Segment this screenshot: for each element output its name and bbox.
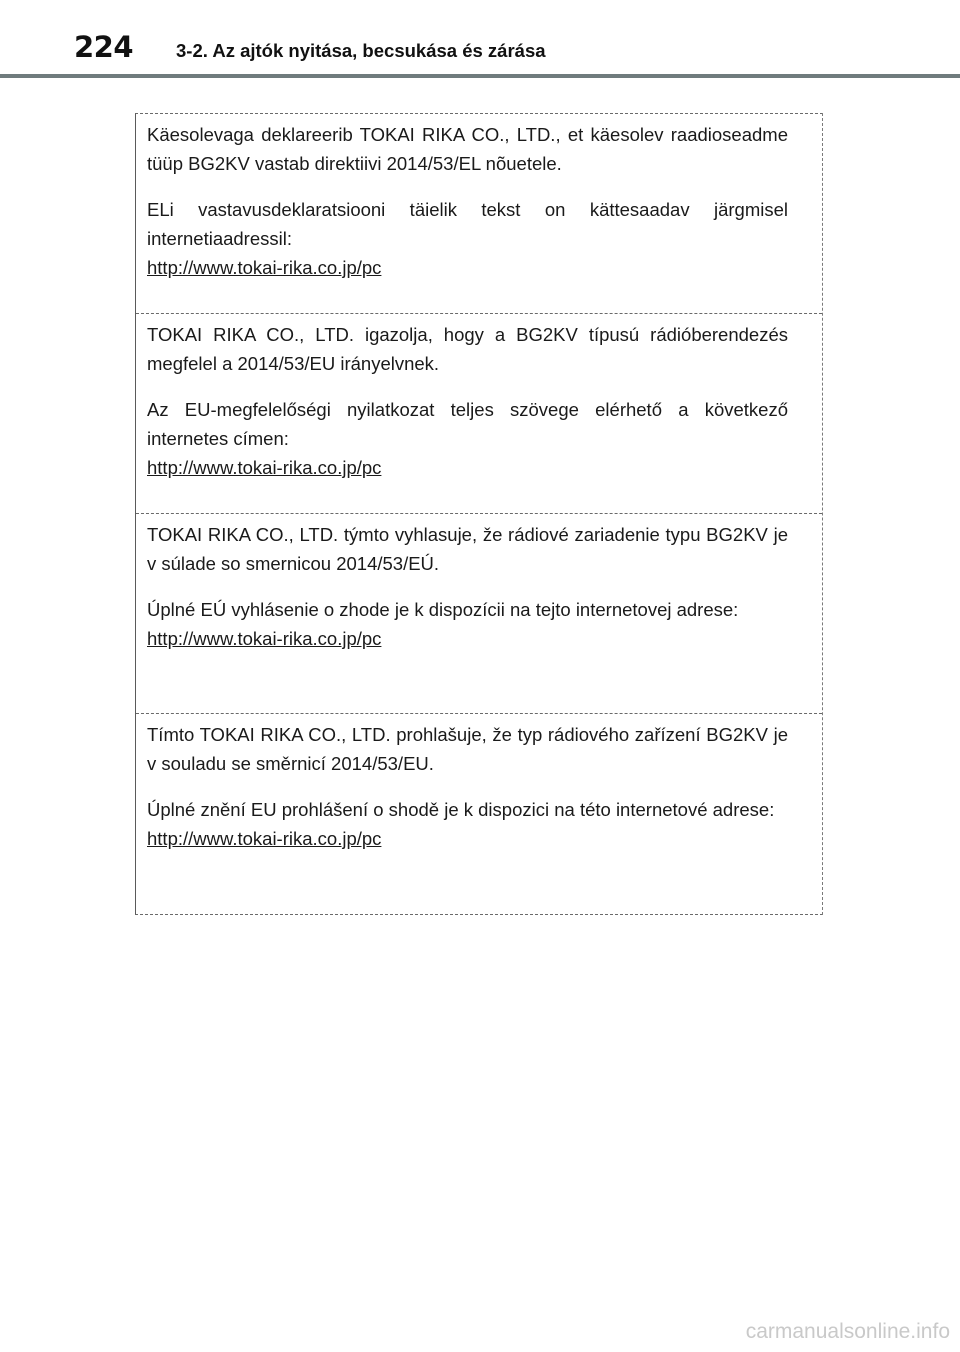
watermark-text: carmanualsonline.info: [745, 1320, 950, 1343]
declaration-info-text: ELi vastavusdeklaratsiooni täielik tekst on kättesaadav järgmisel internetiaadressil:: [147, 199, 788, 249]
declaration-info: [147, 395, 788, 482]
declaration-info-text: Úplné EÚ vyhlásenie o zhode je k dispozícii na tejto internetovej adrese:: [147, 599, 739, 620]
declaration-url-link[interactable]: http://www.tokai-rika.co.jp/pc: [147, 257, 382, 278]
declaration-url-link[interactable]: http://www.tokai-rika.co.jp/pc: [147, 828, 382, 849]
section-title: 3-2. Az ajtók nyitása, becsukása és zárása: [176, 40, 546, 61]
header-divider: [0, 74, 960, 78]
declaration-czech: [136, 714, 822, 914]
declaration-info: [147, 795, 788, 853]
declarations-box: [135, 113, 823, 915]
declaration-url-link[interactable]: http://www.tokai-rika.co.jp/pc: [147, 457, 382, 478]
declaration-info-text: Az EU-megfelelőségi nyilatkozat teljes szövege elérhető a következő internetes címen:: [147, 399, 788, 449]
declaration-info-text: Úplné znění EU prohlášení o shodě je k dispozici na této internetové adrese:: [147, 799, 775, 820]
declaration-estonian: [136, 114, 822, 314]
declaration-slovak: [136, 514, 822, 714]
declaration-statement: TOKAI RIKA CO., LTD. týmto vyhlasuje, že rádiové zariadenie typu BG2KV je v súlade so smernicou 2014/53/EÚ.: [147, 524, 788, 574]
declaration-url-link[interactable]: http://www.tokai-rika.co.jp/pc: [147, 628, 382, 649]
declaration-statement: Käesolevaga deklareerib TOKAI RIKA CO., LTD., et käesolev raadioseadme tüüp BG2KV vastab direktiivi 2014/53/EL nõuetele.: [147, 124, 788, 174]
page-number: 224: [74, 30, 134, 64]
page-header: [0, 0, 960, 78]
declaration-hungarian: [136, 314, 822, 514]
declaration-info: [147, 195, 788, 282]
declaration-statement: TOKAI RIKA CO., LTD. igazolja, hogy a BG2KV típusú rádióberendezés megfelel a 2014/53/EU irányelvnek.: [147, 324, 788, 374]
declaration-statement: Tímto TOKAI RIKA CO., LTD. prohlašuje, že typ rádiového zařízení BG2KV je v souladu se směrnicí 2014/53/EU.: [147, 724, 788, 774]
declaration-info: [147, 595, 788, 653]
